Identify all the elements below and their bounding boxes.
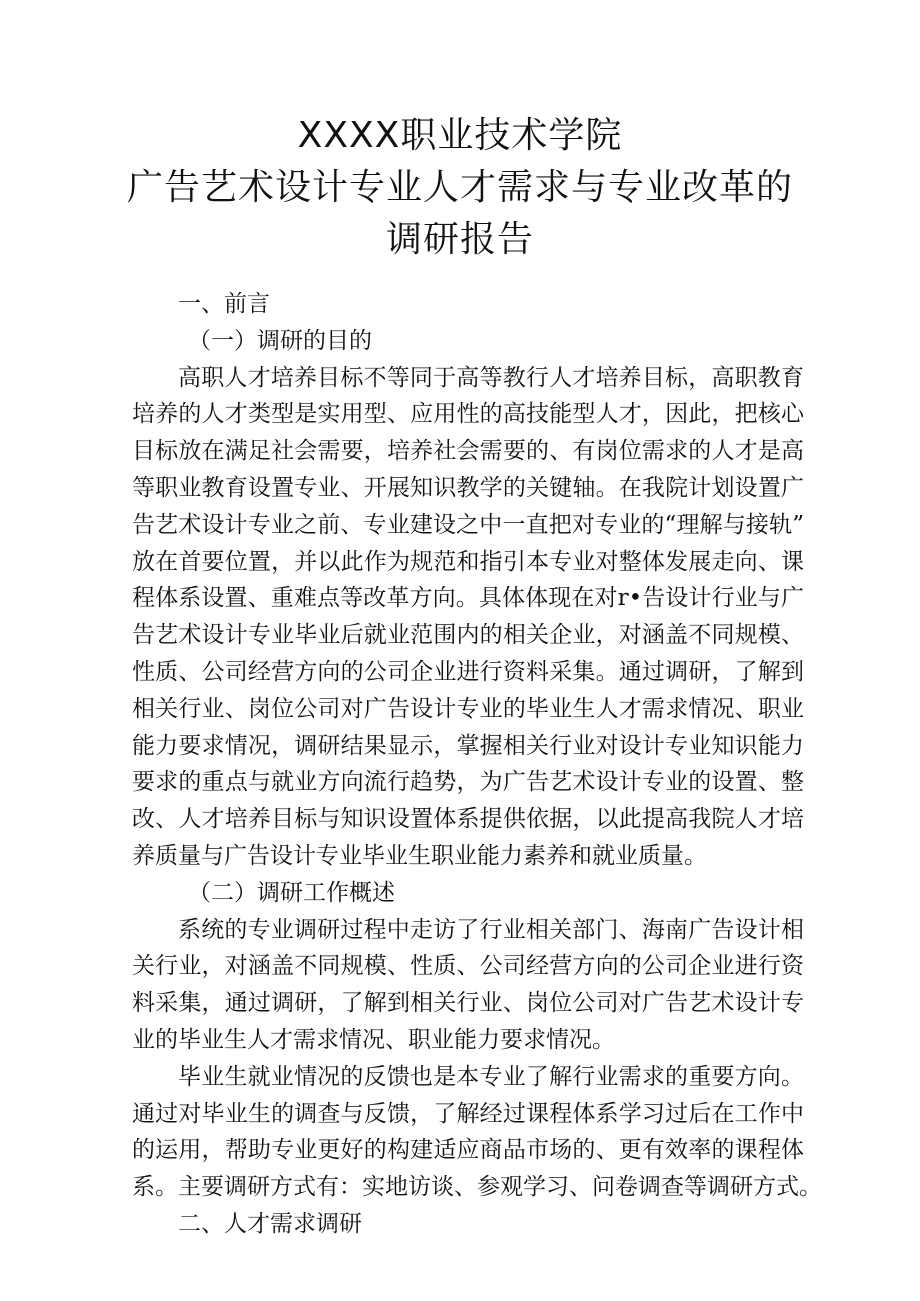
paragraph-line: 要求的重点与就业方向流行趋势，为广告艺术设计专业的设置、整 [132,769,804,796]
paragraph-line: 放在首要位置，并以此作为规范和指引本专业对整体发展走向、课 [132,548,804,575]
paragraph-line: 高职人才培养目标不等同于高等教行人才培养目标，高职教育 [178,364,804,391]
section-heading-talent-demand: 二、人才需求调研 [178,1210,362,1237]
paragraph-line: 的运用，帮助专业更好的构建适应商品市场的、更有效率的课程体 [132,1137,804,1164]
paragraph-line: 系统的专业调研过程中走访了行业相关部门、海南广告设计相 [178,916,804,943]
title-line-subject: 广告艺术设计专业人才需求与专业改革的 [126,167,793,208]
paragraph-line: 目标放在满足社会需要，培养社会需要的、有岗位需求的人才是高 [132,438,804,465]
paragraph-line: 程体系设置、重难点等改革方向。具体体现在对r•告设计行业与广 [132,585,804,612]
paragraph-line: 业的毕业生人才需求情况、职业能力要求情况。 [132,1026,615,1053]
paragraph-line: 毕业生就业情况的反馈也是本专业了解行业需求的重要方向。 [178,1063,804,1090]
subsection-heading-purpose: （一）调研的目的 [188,327,372,354]
title-line-institution: XXXX职业技术学院 [297,115,623,156]
paragraph-line: 告艺术设计专业之前、专业建设之中一直把对专业的“理解与接轨” [132,511,804,538]
subsection-heading-overview: （二）调研工作概述 [188,879,395,906]
paragraph-line: 改、人才培养目标与知识设置体系提供依据，以此提高我院人才培 [132,806,804,833]
document-body [132,286,822,1243]
title-line-report: 调研报告 [385,219,534,260]
paragraph-line: 性质、公司经营方向的公司企业进行资料采集。通过调研，了解到 [132,658,804,685]
paragraph-graduate-feedback [132,1059,822,1206]
document-title [0,110,920,266]
section-heading-preface: 一、前言 [178,291,270,317]
paragraph-line: 通过对毕业生的调查与反馈，了解经过课程体系学习过后在工作中 [132,1100,804,1127]
paragraph-line: 关行业，对涵盖不同规模、性质、公司经营方向的公司企业进行资 [132,953,804,980]
paragraph-line: 等职业教育设置专业、开展知识教学的关键轴。在我院计划设置广 [132,474,804,501]
paragraph-line: 培养的人才类型是实用型、应用性的高技能型人才，因此，把核心 [132,401,804,428]
paragraph-purpose [132,360,804,875]
paragraph-line: 养质量与广告设计专业毕业生职业能力素养和就业质量。 [132,842,707,869]
paragraph-line: 料采集，通过调研，了解到相关行业、岗位公司对广告艺术设计专 [132,990,804,1017]
paragraph-line: 相关行业、岗位公司对广告设计专业的毕业生人才需求情况、职业 [132,695,804,722]
paragraph-line: 系。主要调研方式有：实地访谈、参观学习、问卷调查等调研方式。 [132,1174,822,1201]
paragraph-overview [132,912,804,1059]
paragraph-line: 能力要求情况，调研结果显示，掌握相关行业对设计专业知识能力 [132,732,804,759]
paragraph-line: 告艺术设计专业毕业后就业范围内的相关企业，对涵盖不同规模、 [132,622,804,649]
